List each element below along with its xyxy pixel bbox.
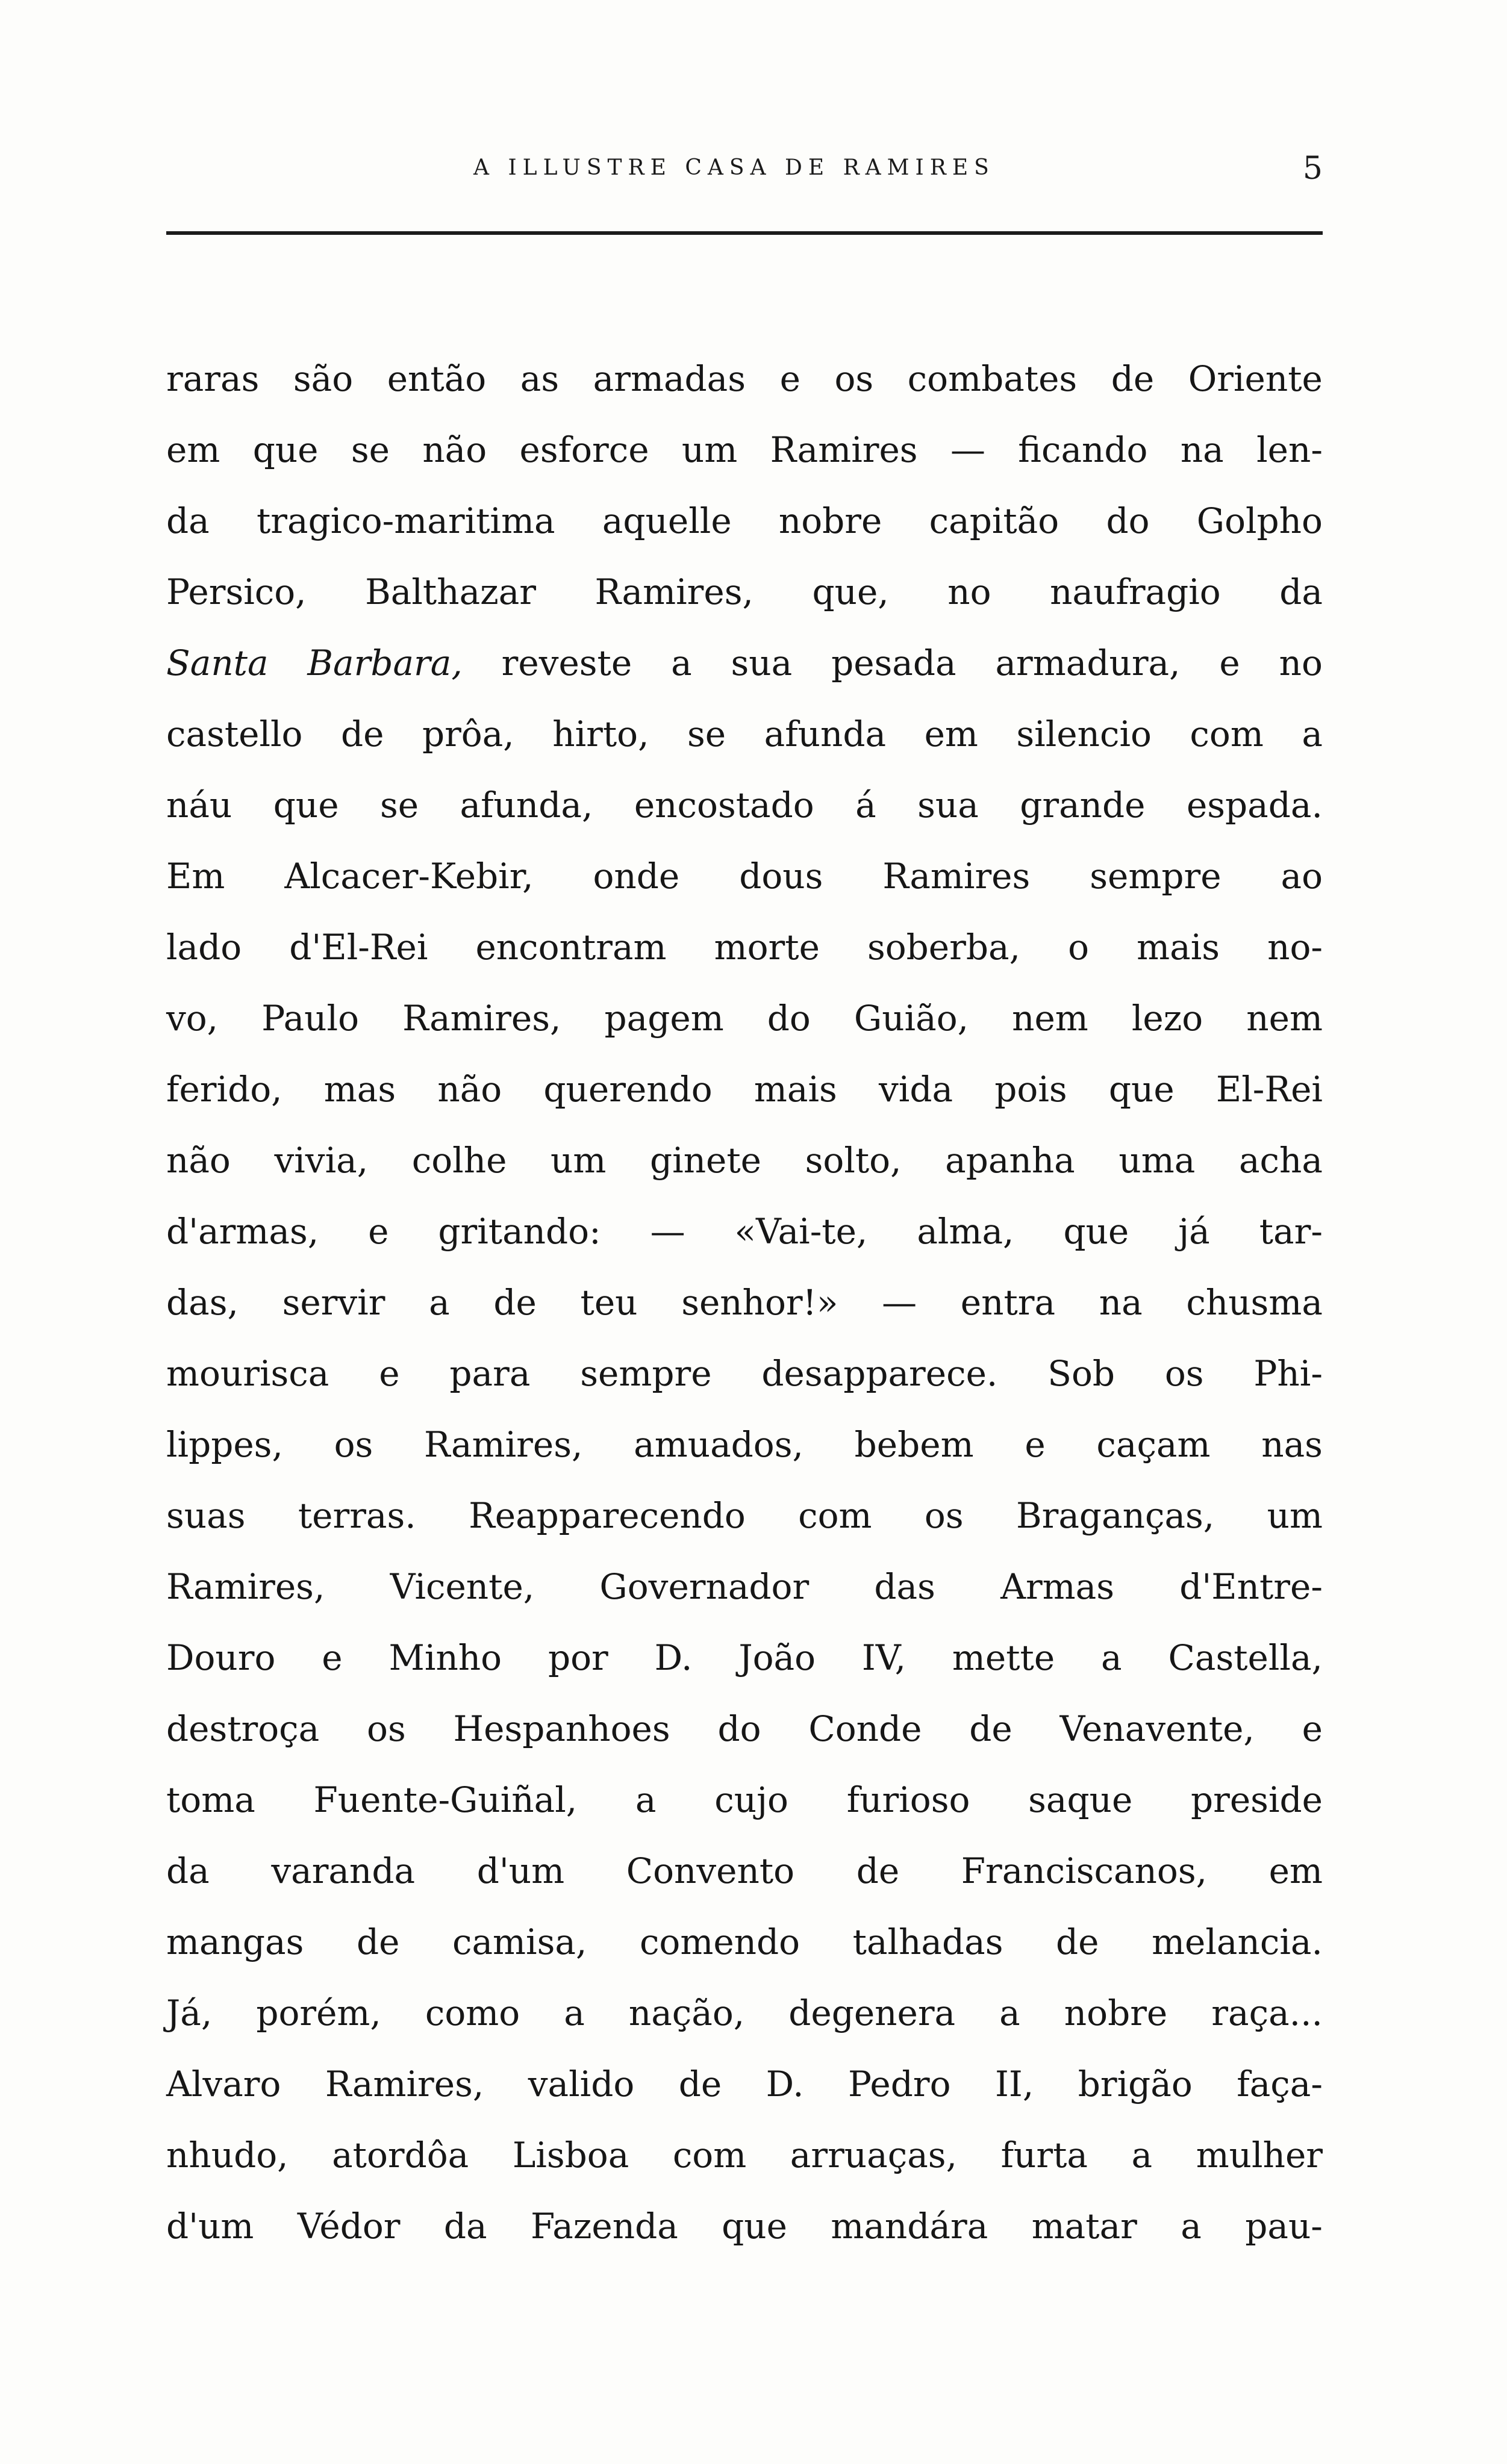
word: nhudo, — [166, 2135, 289, 2176]
word: — — [950, 429, 985, 470]
word: a — [1302, 714, 1323, 754]
word: Persico, — [166, 571, 307, 612]
word: Golpho — [1196, 500, 1323, 541]
word: Vicente, — [390, 1566, 535, 1607]
word: do — [767, 998, 811, 1039]
text-line — [166, 841, 1323, 912]
word: pois — [994, 1069, 1067, 1110]
word: em — [1268, 1850, 1323, 1891]
text-line — [166, 1054, 1323, 1125]
word: D. — [654, 1637, 693, 1678]
word: Phi- — [1253, 1353, 1323, 1394]
word: ao — [1281, 856, 1323, 897]
word: os — [1164, 1353, 1204, 1394]
word: caçam — [1096, 1424, 1211, 1465]
text-line — [166, 1977, 1323, 2049]
word: e — [379, 1353, 400, 1394]
text-line — [166, 2120, 1323, 2191]
word: bebem — [854, 1424, 974, 1465]
text-line — [166, 1551, 1323, 1622]
word: tar- — [1259, 1211, 1323, 1252]
word: camisa, — [452, 1921, 587, 1962]
word: lezo — [1131, 998, 1203, 1039]
word: Védor — [297, 2206, 401, 2247]
word: por — [548, 1637, 608, 1678]
text-line — [166, 1835, 1323, 1906]
word: IV, — [861, 1637, 906, 1678]
word: e — [1025, 1424, 1046, 1465]
word: uma — [1119, 1140, 1196, 1181]
text-line — [166, 983, 1323, 1054]
word: vo, — [166, 998, 219, 1039]
word: Em — [166, 856, 225, 897]
word: armadas — [593, 358, 746, 399]
word: grande — [1020, 785, 1146, 826]
word: de — [969, 1708, 1012, 1749]
word: Ramires, — [594, 571, 754, 612]
text-line — [166, 1338, 1323, 1409]
word: e — [1302, 1708, 1323, 1749]
word: cujo — [714, 1779, 788, 1820]
word: pesada — [831, 642, 956, 683]
word: lado — [166, 927, 242, 968]
text-line — [166, 627, 1323, 698]
word: de — [856, 1850, 900, 1891]
word: Braganças, — [1016, 1495, 1215, 1536]
word: Ramires — [882, 856, 1031, 897]
word: D. — [766, 2064, 804, 2105]
word: nas — [1261, 1424, 1323, 1465]
page-number: 5 — [1302, 151, 1323, 187]
word: len- — [1256, 429, 1323, 470]
word: alma, — [917, 1211, 1014, 1252]
word: d'El-Rei — [289, 927, 428, 968]
word: Lisboa — [512, 2135, 629, 2176]
word: Ramires, — [325, 2064, 484, 2105]
word: Armas — [1000, 1566, 1115, 1607]
word: nobre — [1064, 1993, 1168, 2033]
text-line — [166, 2191, 1323, 2262]
text-line — [166, 1125, 1323, 1196]
word: amuados, — [634, 1424, 803, 1465]
word: senhor!» — [681, 1282, 838, 1323]
word: da — [1279, 571, 1323, 612]
word: onde — [593, 856, 680, 897]
word: nem — [1012, 998, 1088, 1039]
word: no — [1279, 642, 1323, 683]
word: o — [1068, 927, 1090, 968]
word: do — [1106, 500, 1150, 541]
word: solto, — [805, 1140, 902, 1181]
word: de — [1111, 358, 1155, 399]
word: querendo — [543, 1069, 713, 1110]
word: á — [855, 785, 876, 826]
word: da — [166, 1850, 210, 1891]
word: mais — [1137, 927, 1220, 968]
word: mas — [323, 1069, 396, 1110]
word: suas — [166, 1495, 246, 1536]
word: melancia. — [1152, 1921, 1323, 1962]
word: Fuente-Guiñal, — [313, 1779, 578, 1820]
word: d'um — [166, 2206, 254, 2247]
word: morte — [714, 927, 820, 968]
word: a — [564, 1993, 585, 2033]
word: Alcacer-Kebir, — [284, 856, 534, 897]
word: brigão — [1078, 2064, 1193, 2105]
word: a — [1101, 1637, 1122, 1678]
word: encontram — [475, 927, 667, 968]
word: desapparece. — [761, 1353, 998, 1394]
word: nem — [1246, 998, 1323, 1039]
text-line — [166, 343, 1323, 414]
word: naufragio — [1050, 571, 1221, 612]
word: d'um — [476, 1850, 565, 1891]
word: comendo — [639, 1921, 800, 1962]
word: reveste — [501, 642, 632, 683]
word: de — [493, 1282, 537, 1323]
word: Paulo — [261, 998, 360, 1039]
word: Hespanhoes — [453, 1708, 670, 1749]
word: espada. — [1186, 785, 1323, 826]
word: valido — [528, 2064, 635, 2105]
word: mais — [754, 1069, 837, 1110]
text-line — [166, 556, 1323, 627]
word: afunda, — [460, 785, 593, 826]
word: como — [425, 1993, 520, 2033]
word: mangas — [166, 1921, 304, 1962]
word: silencio — [1016, 714, 1152, 754]
text-line — [166, 414, 1323, 485]
text-line — [166, 1409, 1323, 1480]
word: e — [1219, 642, 1240, 683]
word: — — [650, 1211, 685, 1252]
word: mourisca — [166, 1353, 329, 1394]
word: a — [635, 1779, 657, 1820]
word: capitão — [929, 500, 1059, 541]
word: saque — [1028, 1779, 1133, 1820]
word: João — [738, 1637, 816, 1678]
word: se — [687, 714, 726, 754]
word: a — [1131, 2135, 1153, 2176]
word: Ramires, — [424, 1424, 583, 1465]
word: Governador — [599, 1566, 810, 1607]
word: não — [166, 1140, 231, 1181]
word: armadura, — [995, 642, 1181, 683]
word: as — [520, 358, 560, 399]
text-line — [166, 1480, 1323, 1551]
word: no — [947, 571, 991, 612]
word: de — [1056, 1921, 1099, 1962]
running-header — [166, 151, 1323, 198]
word: que — [1108, 1069, 1175, 1110]
word: e — [322, 1637, 343, 1678]
word: Barbara, — [307, 642, 463, 683]
text-line — [166, 1764, 1323, 1835]
word: combates — [907, 358, 1078, 399]
word: são — [293, 358, 354, 399]
word: d'armas, — [166, 1211, 319, 1252]
word: atordôa — [332, 2135, 469, 2176]
word: os — [834, 358, 874, 399]
word: um — [551, 1140, 607, 1181]
word: teu — [580, 1282, 638, 1323]
word: Ramires — [770, 429, 918, 470]
word: castello — [166, 714, 303, 754]
word: mulher — [1196, 2135, 1323, 2176]
word: pau- — [1245, 2206, 1323, 2247]
word: Douro — [166, 1637, 276, 1678]
word: aquelle — [602, 500, 732, 541]
word: não — [422, 429, 487, 470]
word: Venavente, — [1059, 1708, 1255, 1749]
word: com — [798, 1495, 872, 1536]
word: um — [681, 429, 738, 470]
word: Reapparecendo — [469, 1495, 746, 1536]
word: lippes, — [166, 1424, 283, 1465]
word: tragico-maritima — [256, 500, 555, 541]
word: chusma — [1186, 1282, 1323, 1323]
text-line — [166, 770, 1323, 841]
word: colhe — [411, 1140, 507, 1181]
word: já — [1178, 1211, 1210, 1252]
word: de — [340, 714, 384, 754]
word: arruaças, — [790, 2135, 958, 2176]
word: gritando: — [438, 1211, 601, 1252]
word: com — [672, 2135, 747, 2176]
word: vivia, — [274, 1140, 369, 1181]
text-line — [166, 1196, 1323, 1267]
word: prôa, — [422, 714, 514, 754]
word: Guião, — [853, 998, 969, 1039]
word: os — [367, 1708, 406, 1749]
word: nação, — [628, 1993, 745, 2033]
word: a — [999, 1993, 1020, 2033]
word: que — [252, 429, 319, 470]
word: a — [429, 1282, 450, 1323]
word: El-Rei — [1215, 1069, 1323, 1110]
word: a — [1181, 2206, 1202, 2247]
word: afunda — [764, 714, 887, 754]
running-title: A ILLUSTRE CASA DE RAMIRES — [473, 155, 995, 180]
text-line — [166, 1906, 1323, 1977]
word: sempre — [580, 1353, 712, 1394]
word: matar — [1031, 2206, 1137, 2247]
word: Castella, — [1168, 1637, 1323, 1678]
word: — — [882, 1282, 917, 1323]
word: mandára — [831, 2206, 988, 2247]
word: sua — [731, 642, 793, 683]
word: pagem — [604, 998, 724, 1039]
word: nobre — [778, 500, 882, 541]
word: terras. — [298, 1495, 416, 1536]
word: que — [1063, 1211, 1129, 1252]
word: que — [722, 2206, 787, 2247]
word: Franciscanos, — [961, 1850, 1208, 1891]
word: raça... — [1211, 1993, 1323, 2033]
body-text — [166, 343, 1323, 2262]
word: de — [356, 1921, 400, 1962]
word: Convento — [626, 1850, 795, 1891]
word: da — [166, 500, 210, 541]
word: que, — [812, 571, 889, 612]
word: de — [678, 2064, 722, 2105]
text-line — [166, 698, 1323, 770]
word: dous — [739, 856, 823, 897]
text-line — [166, 912, 1323, 983]
word: das, — [166, 1282, 239, 1323]
word: degenera — [788, 1993, 956, 2033]
word: os — [924, 1495, 964, 1536]
word: que — [273, 785, 339, 826]
word: ficando — [1018, 429, 1148, 470]
word: para — [449, 1353, 531, 1394]
word: faça- — [1237, 2064, 1323, 2105]
word: da — [443, 2206, 487, 2247]
word: Pedro — [848, 2064, 951, 2105]
word: apanha — [945, 1140, 1075, 1181]
word: Santa — [166, 642, 269, 683]
word: toma — [166, 1779, 255, 1820]
header-rule — [166, 231, 1323, 235]
word: se — [379, 785, 419, 826]
word: acha — [1238, 1140, 1323, 1181]
word: soberba, — [867, 927, 1021, 968]
word: e — [368, 1211, 389, 1252]
word: um — [1267, 1495, 1323, 1536]
word: Balthazar — [365, 571, 537, 612]
text-line — [166, 1267, 1323, 1338]
word: na — [1180, 429, 1224, 470]
word: servir — [282, 1282, 385, 1323]
word: se — [351, 429, 390, 470]
word: Minho — [388, 1637, 502, 1678]
word: destroça — [166, 1708, 320, 1749]
text-line — [166, 485, 1323, 556]
word: sua — [917, 785, 979, 826]
word: d'Entre- — [1179, 1566, 1323, 1607]
word: no- — [1267, 927, 1323, 968]
word: do — [717, 1708, 761, 1749]
word: em — [924, 714, 978, 754]
text-line — [166, 1693, 1323, 1764]
word: Alvaro — [166, 2064, 281, 2105]
word: na — [1099, 1282, 1143, 1323]
word: II, — [995, 2064, 1034, 2105]
word: em — [166, 429, 220, 470]
word: a — [671, 642, 692, 683]
word: ginete — [650, 1140, 762, 1181]
word: com — [1190, 714, 1264, 754]
word: porém, — [256, 1993, 381, 2033]
word: preside — [1191, 1779, 1323, 1820]
word: furta — [1000, 2135, 1088, 2176]
word: encostado — [634, 785, 814, 826]
word: varanda — [271, 1850, 416, 1891]
word: raras — [166, 358, 260, 399]
word: entra — [960, 1282, 1056, 1323]
word: náu — [166, 785, 232, 826]
word: Ramires, — [166, 1566, 325, 1607]
text-line — [166, 1622, 1323, 1693]
word: sempre — [1090, 856, 1222, 897]
word: Já, — [166, 1993, 213, 2033]
word: Sob — [1047, 1353, 1115, 1394]
word: Ramires, — [402, 998, 561, 1039]
word: Fazenda — [530, 2206, 678, 2247]
word: mette — [952, 1637, 1055, 1678]
word: hirto, — [552, 714, 649, 754]
word: esforce — [519, 429, 649, 470]
word: e — [779, 358, 800, 399]
word: ferido, — [166, 1069, 282, 1110]
word: vida — [879, 1069, 953, 1110]
text-line — [166, 2049, 1323, 2120]
word: das — [874, 1566, 935, 1607]
word: Oriente — [1188, 358, 1323, 399]
word: Conde — [808, 1708, 922, 1749]
word: talhadas — [852, 1921, 1003, 1962]
word: não — [437, 1069, 502, 1110]
word: «Vai-te, — [734, 1211, 868, 1252]
word: então — [387, 358, 487, 399]
word: os — [334, 1424, 373, 1465]
word: furioso — [846, 1779, 970, 1820]
